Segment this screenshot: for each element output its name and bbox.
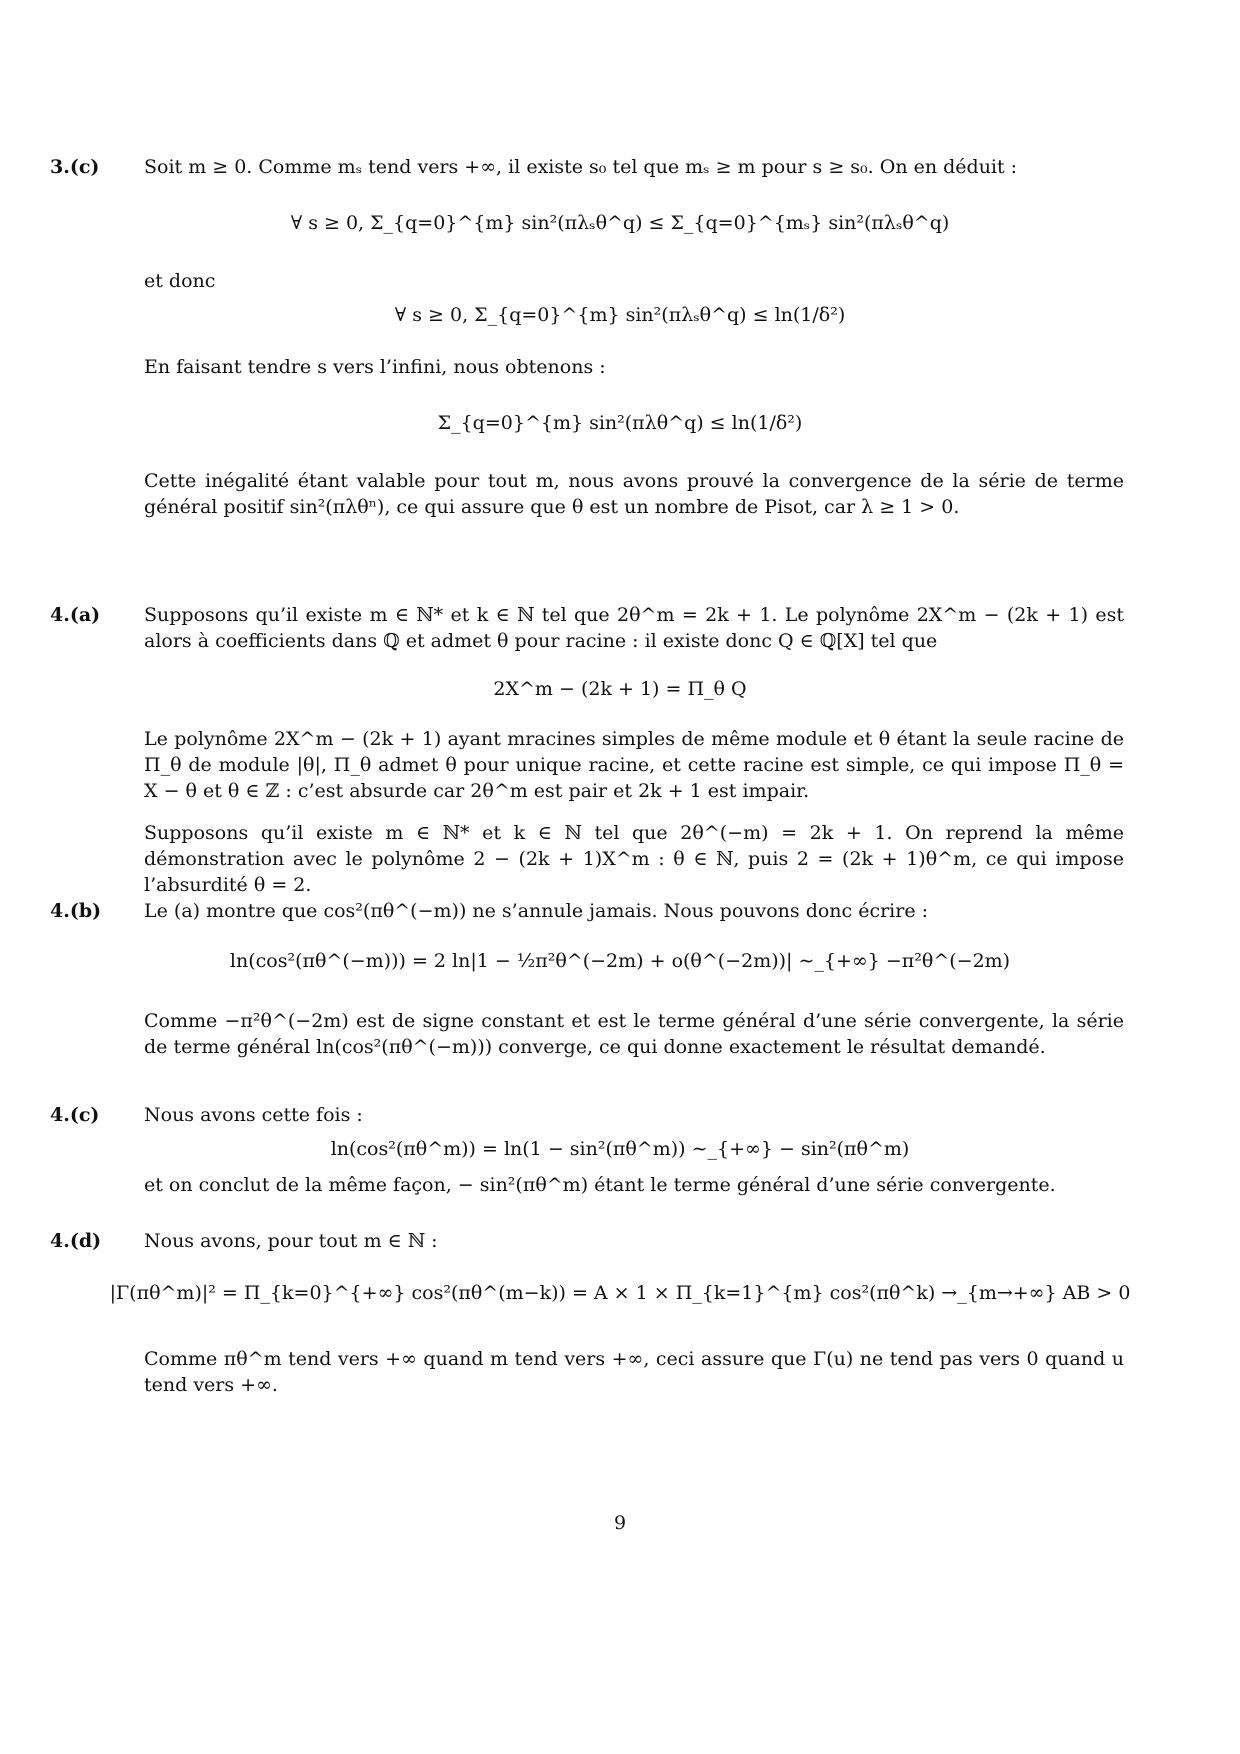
section-number: 4.(b) xyxy=(50,900,102,922)
paragraph: Nous avons cette fois : xyxy=(144,1104,363,1126)
equation: ln(cos²(πθ^(−m))) = 2 ln|1 − ½π²θ^(−2m) + o(θ^(−2m))| ∼_{+∞} −π²θ^(−2m) xyxy=(229,950,1011,972)
paragraph: Nous avons, pour tout m ∈ ℕ : xyxy=(144,1230,438,1252)
equation: Σ_{q=0}^{m} sin²(πλθ^q) ≤ ln(1/δ²) xyxy=(437,412,803,434)
equation: ∀ s ≥ 0, Σ_{q=0}^{m} sin²(πλₛθ^q) ≤ Σ_{q=0}^{mₛ} sin²(πλₛθ^q) xyxy=(290,212,950,234)
section-number: 4.(a) xyxy=(50,604,101,626)
paragraph: et donc xyxy=(144,270,216,292)
equation: ∀ s ≥ 0, Σ_{q=0}^{m} sin²(πλₛθ^q) ≤ ln(1/δ²) xyxy=(394,304,846,326)
paragraph: Le polynôme 2X^m − (2k + 1) ayant mracines simples de même module et θ étant la seule racine de Π_θ de module |θ|, Π_θ admet θ pour unique racine, et cette racine est simple, ce qui impose Π_θ = X − θ et θ ∈ ℤ : c’est absurde car 2θ^m est pair et 2k + 1 est impair. xyxy=(144,728,1124,802)
equation: ln(cos²(πθ^m)) = ln(1 − sin²(πθ^m)) ∼_{+∞} − sin²(πθ^m) xyxy=(330,1138,910,1160)
section-number: 4.(d) xyxy=(50,1230,102,1252)
paragraph: et on conclut de la même façon, − sin²(πθ^m) étant le terme général d’une série convergente. xyxy=(144,1174,1056,1196)
paragraph: Supposons qu’il existe m ∈ ℕ* et k ∈ ℕ tel que 2θ^m = 2k + 1. Le polynôme 2X^m − (2k + 1) est alors à coefficients dans ℚ et admet θ pour racine : il existe donc Q ∈ ℚ[X] tel que xyxy=(144,604,1124,652)
paragraph: En faisant tendre s vers l’infini, nous obtenons : xyxy=(144,356,606,378)
paragraph: Le (a) montre que cos²(πθ^(−m)) ne s’annule jamais. Nous pouvons donc écrire : xyxy=(144,900,929,922)
section-number: 3.(c) xyxy=(50,156,100,178)
page-number: 9 xyxy=(613,1512,627,1534)
paragraph: Cette inégalité étant valable pour tout m, nous avons prouvé la convergence de la série de terme général positif sin²(πλθⁿ), ce qui assure que θ est un nombre de Pisot, car λ ≥ 1 > 0. xyxy=(144,470,1124,518)
paragraph: Comme πθ^m tend vers +∞ quand m tend vers +∞, ceci assure que Γ(u) ne tend pas vers 0 quand u tend vers +∞. xyxy=(144,1348,1124,1396)
paragraph: Soit m ≥ 0. Comme mₛ tend vers +∞, il existe s₀ tel que mₛ ≥ m pour s ≥ s₀. On en déduit : xyxy=(144,156,1018,178)
paragraph: Supposons qu’il existe m ∈ ℕ* et k ∈ ℕ tel que 2θ^(−m) = 2k + 1. On reprend la même démonstration avec le polynôme 2 − (2k + 1)X^m : θ ∈ ℕ, puis 2 = (2k + 1)θ^m, ce qui impose l’absurdité θ = 2. xyxy=(144,822,1124,896)
equation: |Γ(πθ^m)|² = Π_{k=0}^{+∞} cos²(πθ^(m−k)) = A × 1 × Π_{k=1}^{m} cos²(πθ^k) →_{m→+∞} AB > 0 xyxy=(109,1282,1131,1304)
paragraph: Comme −π²θ^(−2m) est de signe constant et est le terme général d’une série convergente, la série de terme général ln(cos²(πθ^(−m))) converge, ce qui donne exactement le résultat demandé. xyxy=(144,1010,1124,1058)
section-number: 4.(c) xyxy=(50,1104,100,1126)
equation: 2X^m − (2k + 1) = Π_θ Q xyxy=(493,678,747,700)
